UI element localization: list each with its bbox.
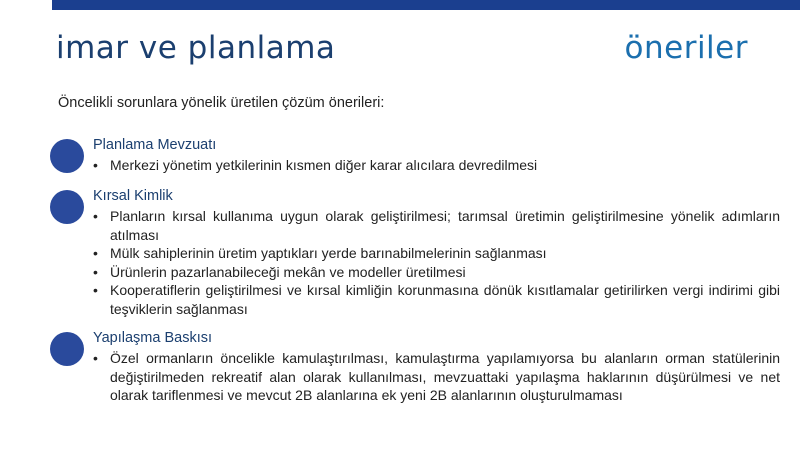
section-title: Yapılaşma Baskısı: [93, 330, 213, 346]
bullet-text: Ürünlerin pazarlanabileceği mekân ve modeller üretilmesi: [110, 263, 466, 280]
intro-text: Öncelikli sorunlara yönelik üretilen çözüm önerileri:: [58, 95, 385, 111]
bullet-icon: •: [93, 263, 98, 280]
bullet-item: [93, 349, 780, 405]
bullet-item: [93, 207, 780, 244]
section-title: Planlama Mevzuatı: [93, 137, 217, 153]
bullet-text: Planların kırsal kullanıma uygun olarak geliştirilmesi; tarımsal üretimin geliştirilmesine yönelik adımların atılması: [110, 208, 780, 243]
top-accent-bar: [52, 0, 800, 10]
bullet-list: [93, 207, 780, 318]
bullet-list: [93, 349, 780, 405]
bullet-icon: •: [93, 282, 98, 298]
bullet-item: [93, 263, 780, 282]
section-title: Kırsal Kimlik: [93, 188, 173, 204]
bullet-text: Özel ormanların öncelikle kamulaştırılması, kamulaştırma yapılamıyorsa bu alanların orman statülerinin değiştirilmeden rekreatif alan olarak kullanılması, mevzuattaki yapılaşma haklarının düşürülmesi ve net olarak tariflenmesi ve mevcut 2B alanlarına ek yeni 2B alanlarının oluşturulmaması: [110, 350, 780, 403]
bullet-icon: •: [93, 157, 98, 173]
section-circle-icon: [50, 139, 84, 173]
bullet-text: Mülk sahiplerinin üretim yaptıkları yerde barınabilmelerinin sağlanması: [110, 245, 547, 261]
bullet-icon: •: [93, 350, 98, 366]
bullet-item: [93, 281, 780, 318]
bullet-text: Kooperatiflerin geliştirilmesi ve kırsal kimliğin korunmasına dönük kısıtlamalar getirilirken vergi indirimi gibi teşviklerin sağlanması: [110, 282, 780, 317]
bullet-text: Merkezi yönetim yetkilerinin kısmen diğer karar alıcılara devredilmesi: [110, 157, 538, 173]
section-circle-icon: [50, 190, 84, 224]
section-kirsal-kimlik: [50, 188, 780, 318]
section-circle-icon: [50, 332, 84, 366]
page-title: imar ve planlama: [56, 30, 336, 66]
bullet-icon: •: [93, 208, 98, 224]
bullet-item: [93, 244, 780, 263]
section-planlama-mevzuati: [50, 137, 780, 177]
section-yapilasma-baskisi: [50, 330, 780, 430]
bullet-item: [93, 156, 780, 175]
bullet-icon: •: [93, 245, 98, 261]
page-subtitle: öneriler: [624, 30, 748, 66]
bullet-list: [93, 156, 780, 175]
